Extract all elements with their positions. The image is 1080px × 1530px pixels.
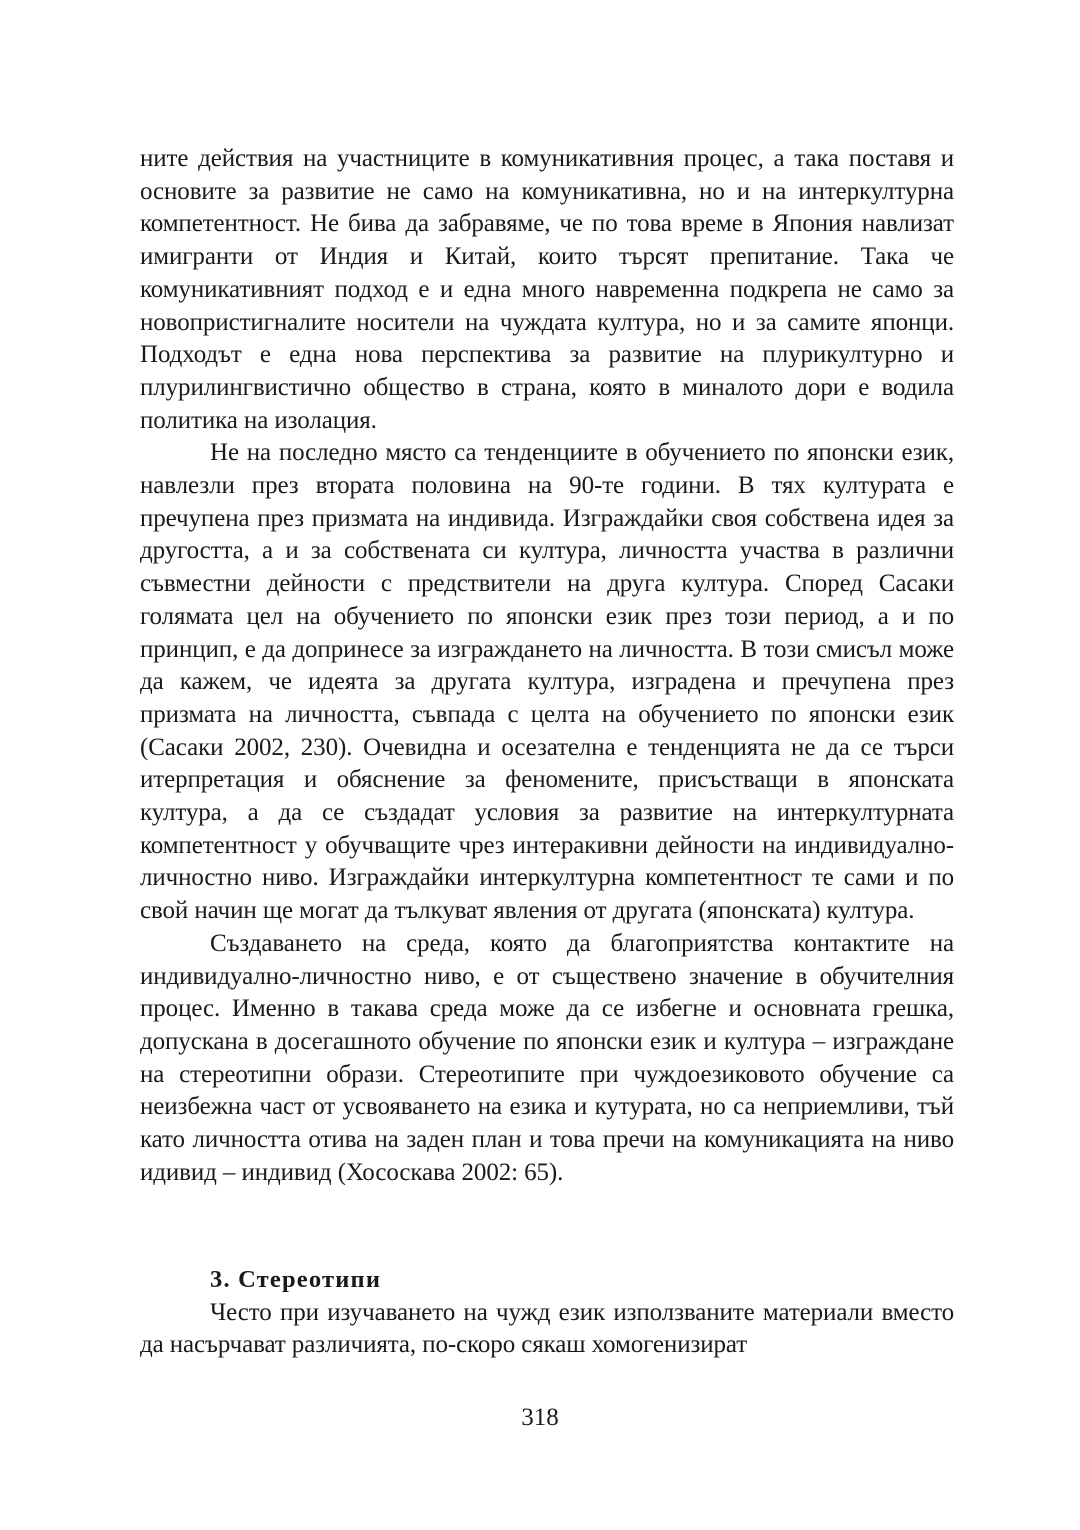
paragraph-japanese-language-trends: Не на последно място са тенденциите в обучението по японски език, навлезли през втората половина на 90-те години. В тях културата е пречупена през призмата на индивида. Изграждайки своя собствена идея за другостта, а и за собствената си култура, личността участва в различни съвместни дейности с предствители на друга култура. Според Сасаки голямата цел на обучението по японски език през този период, а и по принцип, е да допринесе за изграждането на личността. В този смисъл може да кажем, че идеята за другата култура, изградена и пречупена през призмата на личността, съвпада с целта на обучението по японски език (Сасаки 2002, 230). Очевидна и осезателна е тенденцията не да се търси итерпретация и обяснение за феномените, присъстващи в японската култура, а да се създадат условия за развитие на интеркултурната компетентност у обучващите чрез интеракивни дейности на индивидуално-личностно ниво. Изграждайки интеркултурна компетентност те сами и по свой начин ще могат да тълкуват явления от другата (японската) култура. <box>140 439 954 925</box>
section-heading-stereotypes: 3. Стереотипи <box>210 1266 382 1293</box>
body-text-upper <box>140 143 954 1190</box>
paragraph-communicative-approach: ните действия на участниците в комуникативния процес, а така поставя и основите за развитие не само на комуникативна, но и на интеркултурна компетентност. Не бива да забравяме, че по това време в Япония навлизат имигранти от Индия и Китай, които търсят препитание. Така че комуникативният подход е и една много навременна подкрепа не само за новопристигналите носители на чуждата култура, но и за самите японци. Подходът е една нова перспектива за развитие на плурикултурно и плурилингвистично общество в страна, която в миналото дори е водила политика на изолация. <box>140 145 954 434</box>
paragraph-stereotypes-intro: Често при изучаването на чужд език използваните материали вместо да насърчават различията, по-скоро сякаш хомогенизират <box>140 1298 954 1359</box>
paragraph-individual-environment: Създаването на среда, която да благоприятства контактите на индивидуално-личностно ниво, е от съществено значение в обучителния процес. Именно в такава среда може да се избегне и основната грешка, допускана в досегашното обучение по японски език и култура – изграждане на стереотипни образи. Стереотипите при чуждоезиковото обучение са неизбежна част от усвояването на езика и кутурата, но са неприемливи, тъй като личността отива на заден план и това пречи на комуникацията на ниво идивид – индивид (Хососкава 2002: 65). <box>140 929 954 1186</box>
body-text-lower <box>140 1264 954 1362</box>
page-number: 318 <box>521 1404 559 1431</box>
